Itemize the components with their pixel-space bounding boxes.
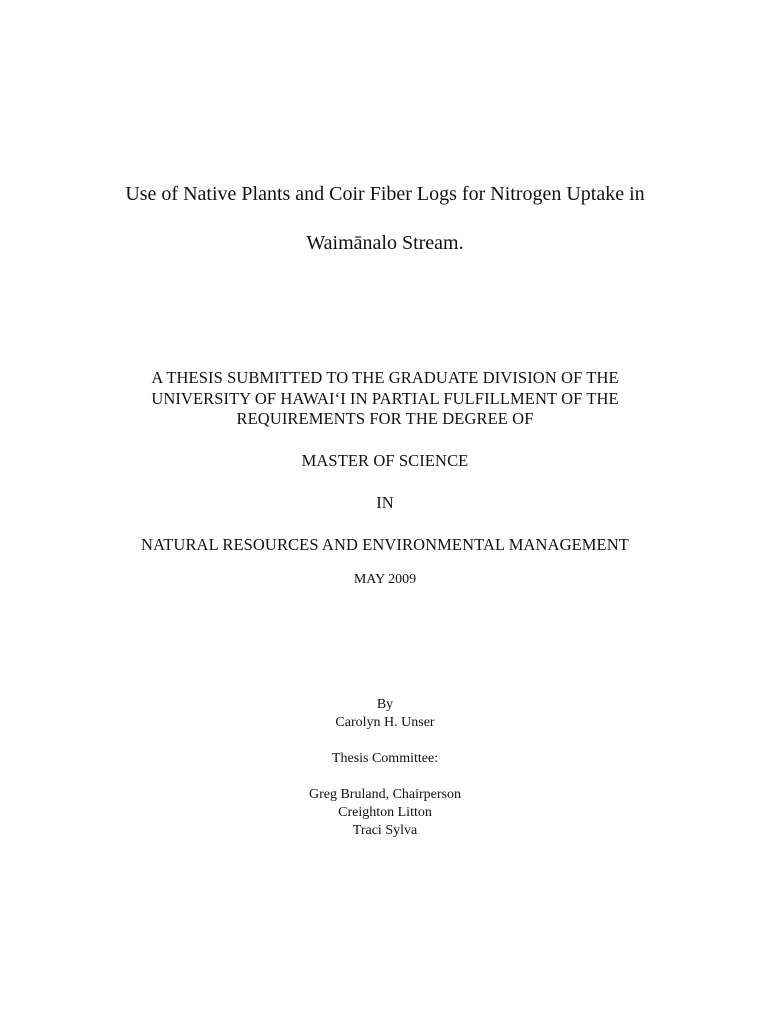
thesis-title-line-2: Waimānalo Stream. bbox=[306, 232, 464, 254]
submission-date: MAY 2009 bbox=[353, 572, 417, 587]
submission-statement-line-1: A THESIS SUBMITTED TO THE GRADUATE DIVISION OF THE bbox=[151, 368, 619, 387]
submission-statement-line-2: UNIVERSITY OF HAWAI‘I IN PARTIAL FULFILLMENT OF THE bbox=[151, 389, 619, 408]
thesis-title-line-1: Use of Native Plants and Coir Fiber Logs for Nitrogen Uptake in bbox=[125, 183, 645, 205]
by-label: By bbox=[376, 697, 394, 712]
committee-member: Creighton Litton bbox=[338, 805, 432, 820]
committee-member: Traci Sylva bbox=[352, 823, 418, 838]
field-of-study: NATURAL RESOURCES AND ENVIRONMENTAL MANAGEMENT bbox=[141, 535, 629, 554]
in-label: IN bbox=[376, 493, 394, 512]
committee-member: Greg Bruland, Chairperson bbox=[308, 787, 462, 802]
degree-name: MASTER OF SCIENCE bbox=[301, 451, 469, 470]
committee-label: Thesis Committee: bbox=[331, 751, 439, 766]
submission-statement-line-3: REQUIREMENTS FOR THE DEGREE OF bbox=[236, 409, 534, 428]
author-name: Carolyn H. Unser bbox=[335, 715, 435, 730]
